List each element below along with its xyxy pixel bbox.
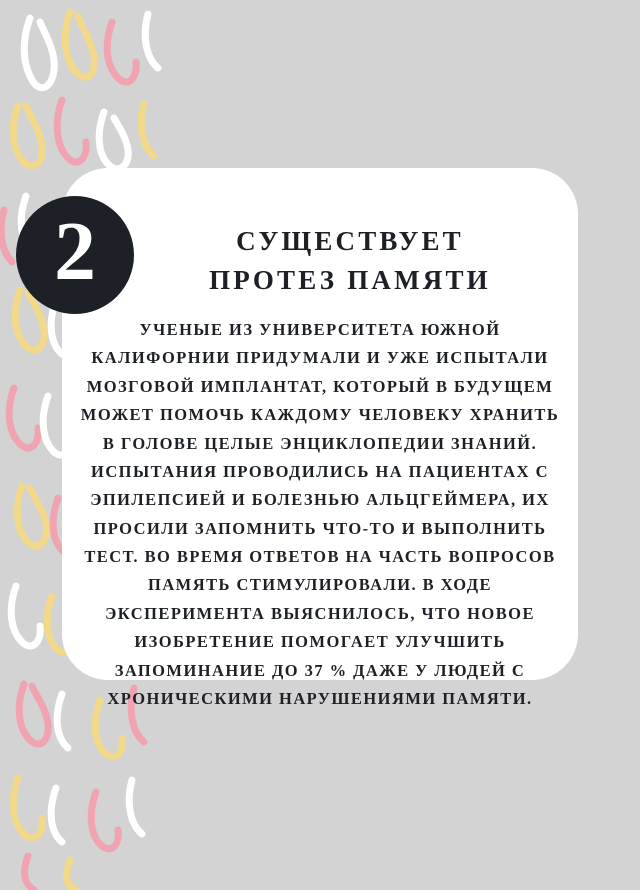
- item-number-badge: [16, 196, 134, 314]
- page-title-line-2: ПРОТЕЗ ПАМЯТИ: [209, 265, 491, 296]
- body-paragraph-2: ИСПЫТАНИЯ ПРОВОДИЛИСЬ НА ПАЦИЕНТАХ С ЭПИЛЕПСИЕЙ И БОЛЕЗНЬЮ АЛЬЦГЕЙМЕРА, ИХ ПРОСИЛИ ЗАПОМНИТЬ ЧТО-ТО И ВЫПОЛНИТЬ ТЕСТ. ВО ВРЕМЯ ОТВЕТОВ НА ЧАСТЬ ВОПРОСОВ ПАМЯТЬ СТИМУЛИРОВАЛИ. В ХОДЕ ЭКСПЕРИМЕНТА ВЫЯСНИЛОСЬ, ЧТО НОВОЕ ИЗОБРЕТЕНИЕ ПОМОГАЕТ УЛУЧШИТЬ ЗАПОМИНАНИЕ ДО 37 % ДАЖЕ У ЛЮДЕЙ С ХРОНИЧЕСКИМИ НАРУШЕНИЯМИ ПАМЯТИ.: [84, 461, 556, 708]
- body-copy: [78, 316, 562, 713]
- page-title: [150, 222, 550, 300]
- body-paragraph-1: УЧЕНЫЕ ИЗ УНИВЕРСИТЕТА ЮЖНОЙ КАЛИФОРНИИ ПРИДУМАЛИ И УЖЕ ИСПЫТАЛИ МОЗГОВОЙ ИМПЛАНТАТ, КОТОРЫЙ В БУДУЩЕМ МОЖЕТ ПОМОЧЬ КАЖДОМУ ЧЕЛОВЕКУ ХРАНИТЬ В ГОЛОВЕ ЦЕЛЫЕ ЭНЦИКЛОПЕДИИ ЗНАНИЙ.: [80, 320, 560, 453]
- page-title-line-1: СУЩЕСТВУЕТ: [236, 226, 464, 256]
- item-number-label: 2: [54, 205, 96, 298]
